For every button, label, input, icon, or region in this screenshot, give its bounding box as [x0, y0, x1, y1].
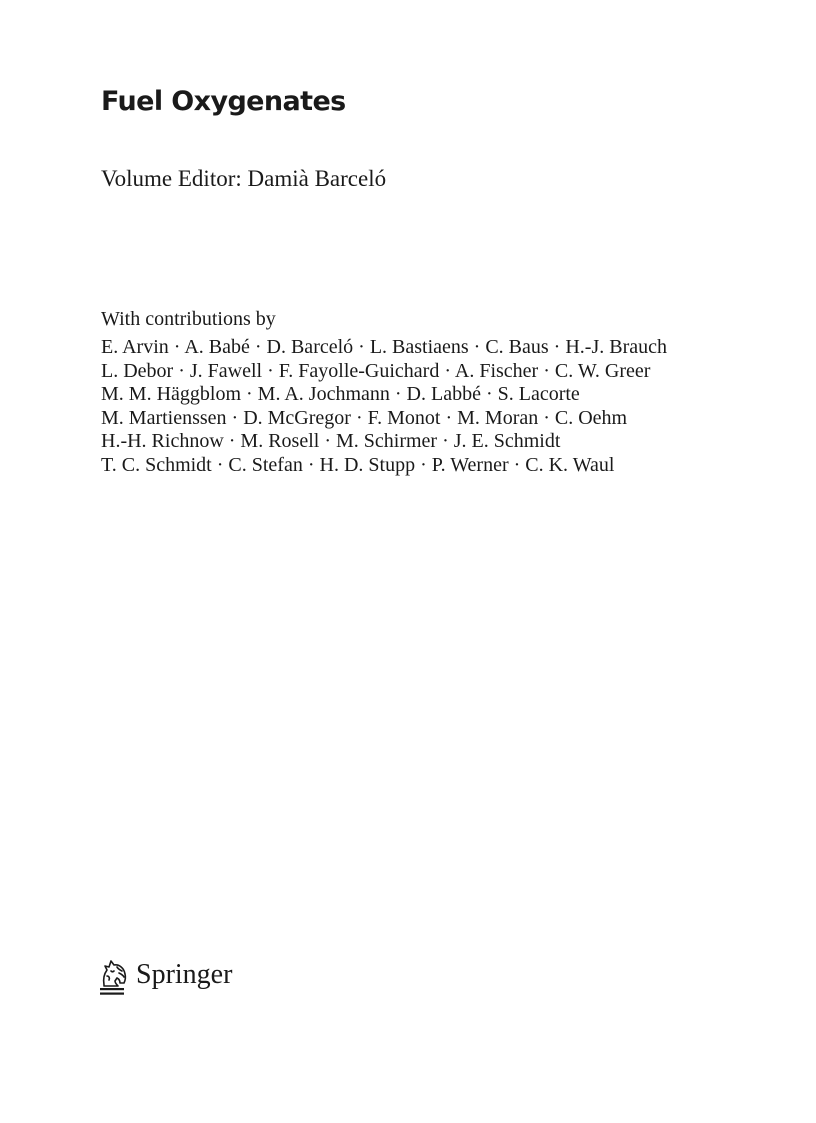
contributor-line: H.-H. Richnow · M. Rosell · M. Schirmer · J. E. Schmidt	[101, 430, 561, 452]
contributor-line: L. Debor · J. Fawell · F. Fayolle-Guichard · A. Fischer · C. W. Greer	[101, 359, 651, 382]
springer-horse-icon	[95, 954, 131, 996]
publisher-name: Springer	[136, 959, 233, 990]
volume-editor: Volume Editor: Damià Barceló	[101, 166, 387, 191]
contributions-heading: With contributions by	[101, 308, 276, 330]
contributor-line: M. M. Häggblom · M. A. Jochmann · D. Labbé · S. Lacorte	[101, 383, 580, 405]
contributor-line: T. C. Schmidt · C. Stefan · H. D. Stupp · P. Werner · C. K. Waul	[101, 453, 615, 476]
contributor-line: E. Arvin · A. Babé · D. Barceló · L. Bastiaens · C. Baus · H.-J. Brauch	[101, 336, 667, 358]
book-title: Fuel Oxygenates	[101, 86, 346, 117]
contributor-list	[101, 336, 667, 477]
publisher-imprint	[95, 954, 232, 996]
contributor-line: M. Martienssen · D. McGregor · F. Monot · M. Moran · C. Oehm	[101, 406, 628, 429]
